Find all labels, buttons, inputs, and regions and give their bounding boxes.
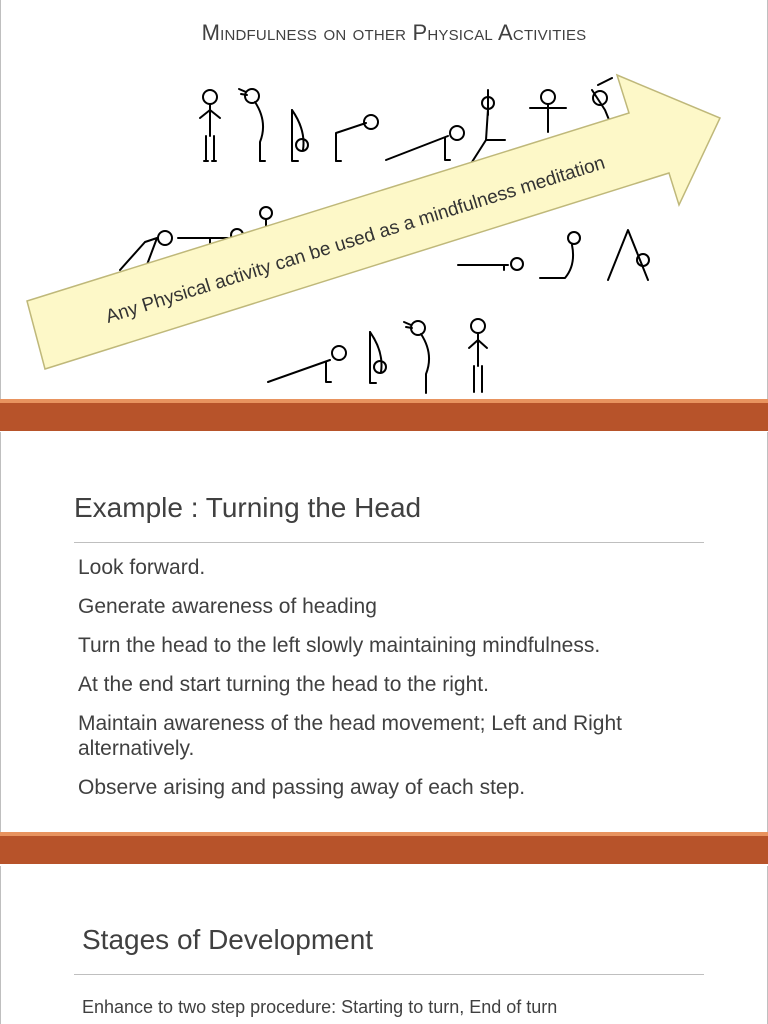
heading-rule — [74, 974, 704, 975]
slide-title: Mindfulness on other Physical Activities — [201, 20, 587, 45]
arrow-text: Any Physical activity can be used as a mindfulness meditation — [103, 152, 608, 328]
separator-band-1 — [0, 403, 768, 431]
bullet-list — [78, 555, 718, 814]
arrow-callout — [0, 0, 768, 400]
bullet-item: Maintain awareness of the head movement; Left and Right alternatively. — [78, 712, 622, 760]
slide-2 — [0, 432, 768, 832]
arrow-shape — [27, 75, 720, 369]
slide-border-left — [0, 866, 1, 1024]
slide-heading: Example : Turning the Head — [74, 492, 422, 523]
slide-border-left — [0, 432, 1, 832]
slide-heading: Stages of Development — [82, 924, 374, 955]
bullet-item: Turn the head to the left slowly maintaining mindfulness. — [78, 634, 601, 657]
bullet-item: Observe arising and passing away of each step. — [78, 776, 526, 799]
bullet-item: At the end start turning the head to the right. — [78, 673, 489, 696]
slide-1 — [0, 0, 768, 400]
slide-text-line: Enhance to two step procedure: Starting to turn, End of turn — [82, 997, 558, 1017]
bullet-item: Generate awareness of heading — [78, 595, 377, 618]
heading-rule — [74, 542, 704, 543]
separator-band-2 — [0, 836, 768, 864]
slide-3 — [0, 866, 768, 1024]
bullet-item: Look forward. — [78, 556, 206, 579]
